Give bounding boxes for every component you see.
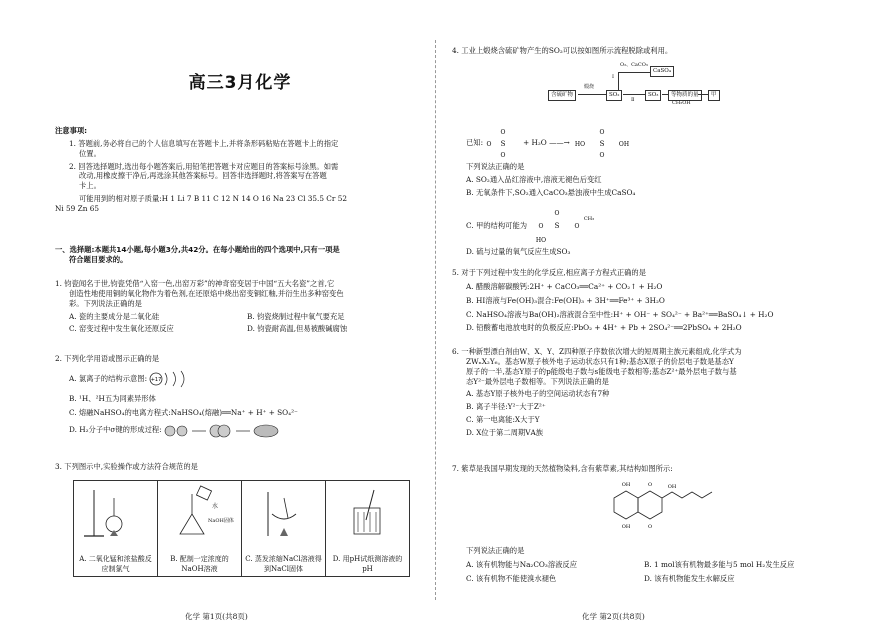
atomic-mass-line: 可能用到的相对原子质量:H 1 Li 7 B 11 C 12 N 14 O 16 Na 23 Cl 35.5 Cr 52 [79, 194, 347, 204]
page-title: 高三3月化学 [188, 73, 292, 93]
svg-text:OH: OH [618, 141, 629, 148]
notice-line: 1. 答题前,务必将自己的个人信息填写在答题卡上,并将条形码粘贴在答题卡上的指定 [69, 138, 339, 148]
q3-stem: 3. 下列图示中,实验操作或方法符合规范的是 [55, 462, 198, 471]
q1-option-d: D. 钧瓷耐高温,但易被酸碱腐蚀 [247, 324, 348, 334]
q3-option-b: B. 配制一定浓度的NaOH溶液 [170, 555, 229, 573]
svg-text:OH: OH [621, 482, 631, 488]
q1-option-c: C. 窑变过程中发生氧化还原反应 [69, 324, 174, 334]
svg-text:S: S [500, 140, 506, 148]
flow-so3: SO₃ [645, 90, 661, 101]
h2so4-structure [570, 128, 634, 158]
question-6 [452, 347, 822, 438]
notice-section [55, 126, 425, 214]
flow-step-1: Ⅰ [612, 74, 614, 80]
flow-calcine: 煅烧 [584, 84, 595, 90]
naoh-solid-label: NaOH固体 [208, 518, 234, 524]
q6-option-d: D. X位于第二周期ⅤA族 [466, 427, 544, 437]
flow-caso4: CaSO₄ [650, 66, 674, 77]
flow-ch3oh: CH₃OH [672, 100, 691, 106]
notice-heading: 注意事项: [55, 126, 88, 135]
q3-cell-a [74, 481, 157, 576]
q3-cell-d [325, 481, 409, 576]
q7-option-a: A. 该有机物能与Na₂CO₃溶液反应 [466, 559, 578, 569]
question-5 [452, 268, 822, 333]
svg-text:O: O [647, 524, 653, 530]
q4-known-label: 已知: [466, 138, 484, 148]
q1-option-a: A. 瓷的主要成分是二氧化硅 [69, 311, 160, 321]
flow-step-2: Ⅱ [631, 97, 635, 103]
q6-option-a: A. 基态Y原子核外电子的空间运动状态有7种 [466, 389, 610, 399]
q6-option-b: B. 离子半径:Y²⁻大于Z²⁺ [466, 402, 546, 412]
q3-option-d: D. 用pH试纸测溶液的pH [332, 555, 403, 573]
question-3 [55, 462, 425, 472]
q5-option-d: D. 铅酸蓄电池放电时的负极反应:PbO₂ + 4H⁺ + Pb + 2SO₄²⁻══2PbSO₄ + 2H₂O [466, 323, 742, 333]
q3-option-c: C. 蒸发浓缩NaCl溶液得到NaCl固体 [245, 555, 322, 573]
svg-text:O: O [486, 141, 492, 148]
water-label: 水 [212, 503, 219, 510]
q2-stem: 2. 下列化学用语或图示正确的是 [55, 354, 160, 363]
so3-structure [483, 128, 523, 158]
ph-paper-icon [326, 484, 408, 544]
flow-ore: 含硫矿物 [548, 90, 576, 101]
flow-jia: 甲 [708, 90, 720, 101]
notice-line: 位置。 [79, 148, 101, 158]
q6-stem: 6. 一种新型漂白剂由W、X、Y、Z四种原子序数依次增大的短周期主族元素组成,化学式为 [452, 347, 742, 356]
q7-ask: 下列说法正确的是 [466, 546, 525, 555]
q1-stem: 创造性地使用铜的氧化物作为着色剂,在还原焰中烧出窑变铜红釉,并衍生出多种窑变色 [69, 288, 344, 298]
svg-text:O: O [500, 152, 506, 158]
distillation-apparatus-icon [74, 484, 156, 544]
q5-option-c: C. NaHSO₄溶液与Ba(OH)₂溶液混合至中性:H⁺ + OH⁻ + SO₄²⁻ + Ba²⁺══BaSO₄↓ + H₂O [466, 309, 774, 319]
q6-option-c: C. 第一电离能:X大于Y [466, 415, 540, 425]
chloride-ion-diagram [147, 370, 193, 388]
q4-stem: 4. 工业上煅烧含硫矿物产生的SO₂可以按如图所示流程脱除或利用。 [452, 46, 673, 55]
q5-stem: 5. 对于下列过程中发生的化学反应,相应离子方程式正确的是 [452, 268, 647, 277]
svg-text:S: S [599, 140, 605, 148]
q3-cell-c [241, 481, 325, 576]
q1-stem: 彩。下列说法正确的是 [69, 298, 142, 308]
q7-option-d: D. 该有机物能发生水解反应 [644, 573, 735, 583]
svg-text:O: O [574, 222, 580, 230]
notice-line: 2. 回答选择题时,选出每小题答案后,用铅笔把答题卡对应题目的答案标号涂黑。如需 [69, 161, 339, 171]
q4-known [452, 128, 822, 158]
svg-text:O: O [538, 222, 544, 230]
q4-option-d: D. 硫与过量的氧气反应生成SO₃ [466, 246, 571, 256]
sigma-bond-diagram [162, 422, 282, 438]
svg-text:+17: +17 [150, 376, 162, 383]
q6-stem: ZWₙX₂Y₆。基态W原子核外电子运动状态只有1种;基态X原子的价层电子数是基态Y [466, 356, 734, 366]
q1-option-b: B. 钧瓷烧制过程中氧气要充足 [247, 311, 345, 321]
svg-text:O: O [599, 129, 605, 136]
volumetric-flask-icon [158, 484, 240, 544]
page-footer-left: 化学 第1页(共8页) [185, 612, 248, 621]
svg-text:OH: OH [621, 524, 631, 530]
notice-line: 改动,用橡皮擦干净后,再选涂其他答案标号。回答非选择题时,将答案写在答题 [79, 171, 327, 181]
q1-stem: 1. 钧瓷闻名于世,钧瓷凭借“入窑一色,出窑万彩”的神奇窑变居于中国“五大名瓷”之首,它 [55, 279, 335, 288]
q6-stem: 态Y²⁻最外层电子数相等。下列说法正确的是 [466, 376, 609, 386]
question-1 [55, 279, 425, 334]
q4-ask: 下列说法正确的是 [466, 162, 525, 171]
question-4-options [452, 162, 822, 256]
question-7 [452, 464, 822, 474]
q2-option-c: C. 熔融NaHSO₄的电离方程式:NaHSO₄(熔融)══Na⁺ + H⁺ + SO₄²⁻ [69, 407, 298, 417]
svg-text:O: O [599, 152, 605, 158]
q2-option-b: B. ¹H、²H五为同素异形体 [69, 393, 156, 403]
q3-apparatus-table [73, 480, 410, 577]
jia-structure [527, 208, 597, 244]
q4-known-eq: + H₂O ——→ [523, 138, 570, 148]
q3-cell-b [157, 481, 241, 576]
q7-stem: 7. 紫草是我国早期发现的天然植物染料,含有紫草素,其结构如图所示: [452, 464, 673, 473]
q4-flow-diagram [548, 60, 778, 110]
svg-text:HO: HO [574, 141, 585, 148]
atomic-mass-line: Ni 59 Zn 65 [55, 203, 100, 213]
svg-text:CH₃: CH₃ [583, 215, 595, 222]
q5-option-a: A. 醋酸溶解碳酸钙:2H⁺ + CaCO₃══Ca²⁺ + CO₂↑ + H₂O [466, 281, 663, 291]
section1-heading [55, 245, 425, 265]
q2-option-d: D. H₂分子中σ键的形成过程: [69, 424, 162, 434]
shikonin-structure [602, 478, 722, 538]
svg-text:OH: OH [667, 484, 677, 490]
q4-option-b: B. 无氧条件下,SO₂通入CaCO₃悬浊液中生成CaSO₄ [466, 187, 636, 197]
q5-option-b: B. HI溶液与Fe(OH)₃混合:Fe(OH)₃ + 3H⁺══Fe³⁺ + 3H₂O [466, 295, 665, 305]
column-divider [435, 40, 436, 600]
q4-option-c: C. 甲的结构可能为 [466, 220, 528, 230]
svg-text:HO: HO [535, 236, 547, 244]
section1-heading-line: 符合题目要求的。 [69, 254, 128, 264]
q6-stem: 原子的一半,基态Y原子的p能级电子数与s能级电子数相等;基态Z²⁺最外层电子数与基 [466, 366, 737, 376]
q2-option-a: A. 氯离子的结构示意图: [69, 373, 148, 383]
evaporating-dish-icon [242, 484, 324, 544]
svg-text:O: O [500, 129, 506, 136]
q7-option-c: C. 该有机物不能使溴水褪色 [466, 573, 557, 583]
svg-text:S: S [554, 221, 560, 230]
question-7-options [452, 546, 822, 584]
flow-equimolar: 等物质的量 [668, 90, 702, 101]
question-2 [55, 354, 425, 438]
q4-option-a: A. SO₂通入品红溶液中,溶液无褪色后变红 [466, 174, 602, 184]
q3-option-a: A. 二氧化锰和浓盐酸反应制氯气 [79, 555, 152, 573]
page-footer-right: 化学 第2页(共8页) [582, 612, 645, 621]
svg-text:O: O [554, 209, 560, 217]
notice-line: 卡上。 [79, 181, 101, 191]
flow-o2-caco3: O₂、CaCO₃ [620, 62, 648, 68]
flow-so2: SO₂ [606, 90, 622, 101]
section1-heading-line: 一、选择题:本题共14小题,每小题3分,共42分。在每小题给出的四个选项中,只有一项是 [55, 245, 340, 254]
svg-text:O: O [647, 482, 653, 488]
q7-option-b: B. 1 mol该有机物最多能与5 mol H₂发生反应 [644, 559, 795, 569]
